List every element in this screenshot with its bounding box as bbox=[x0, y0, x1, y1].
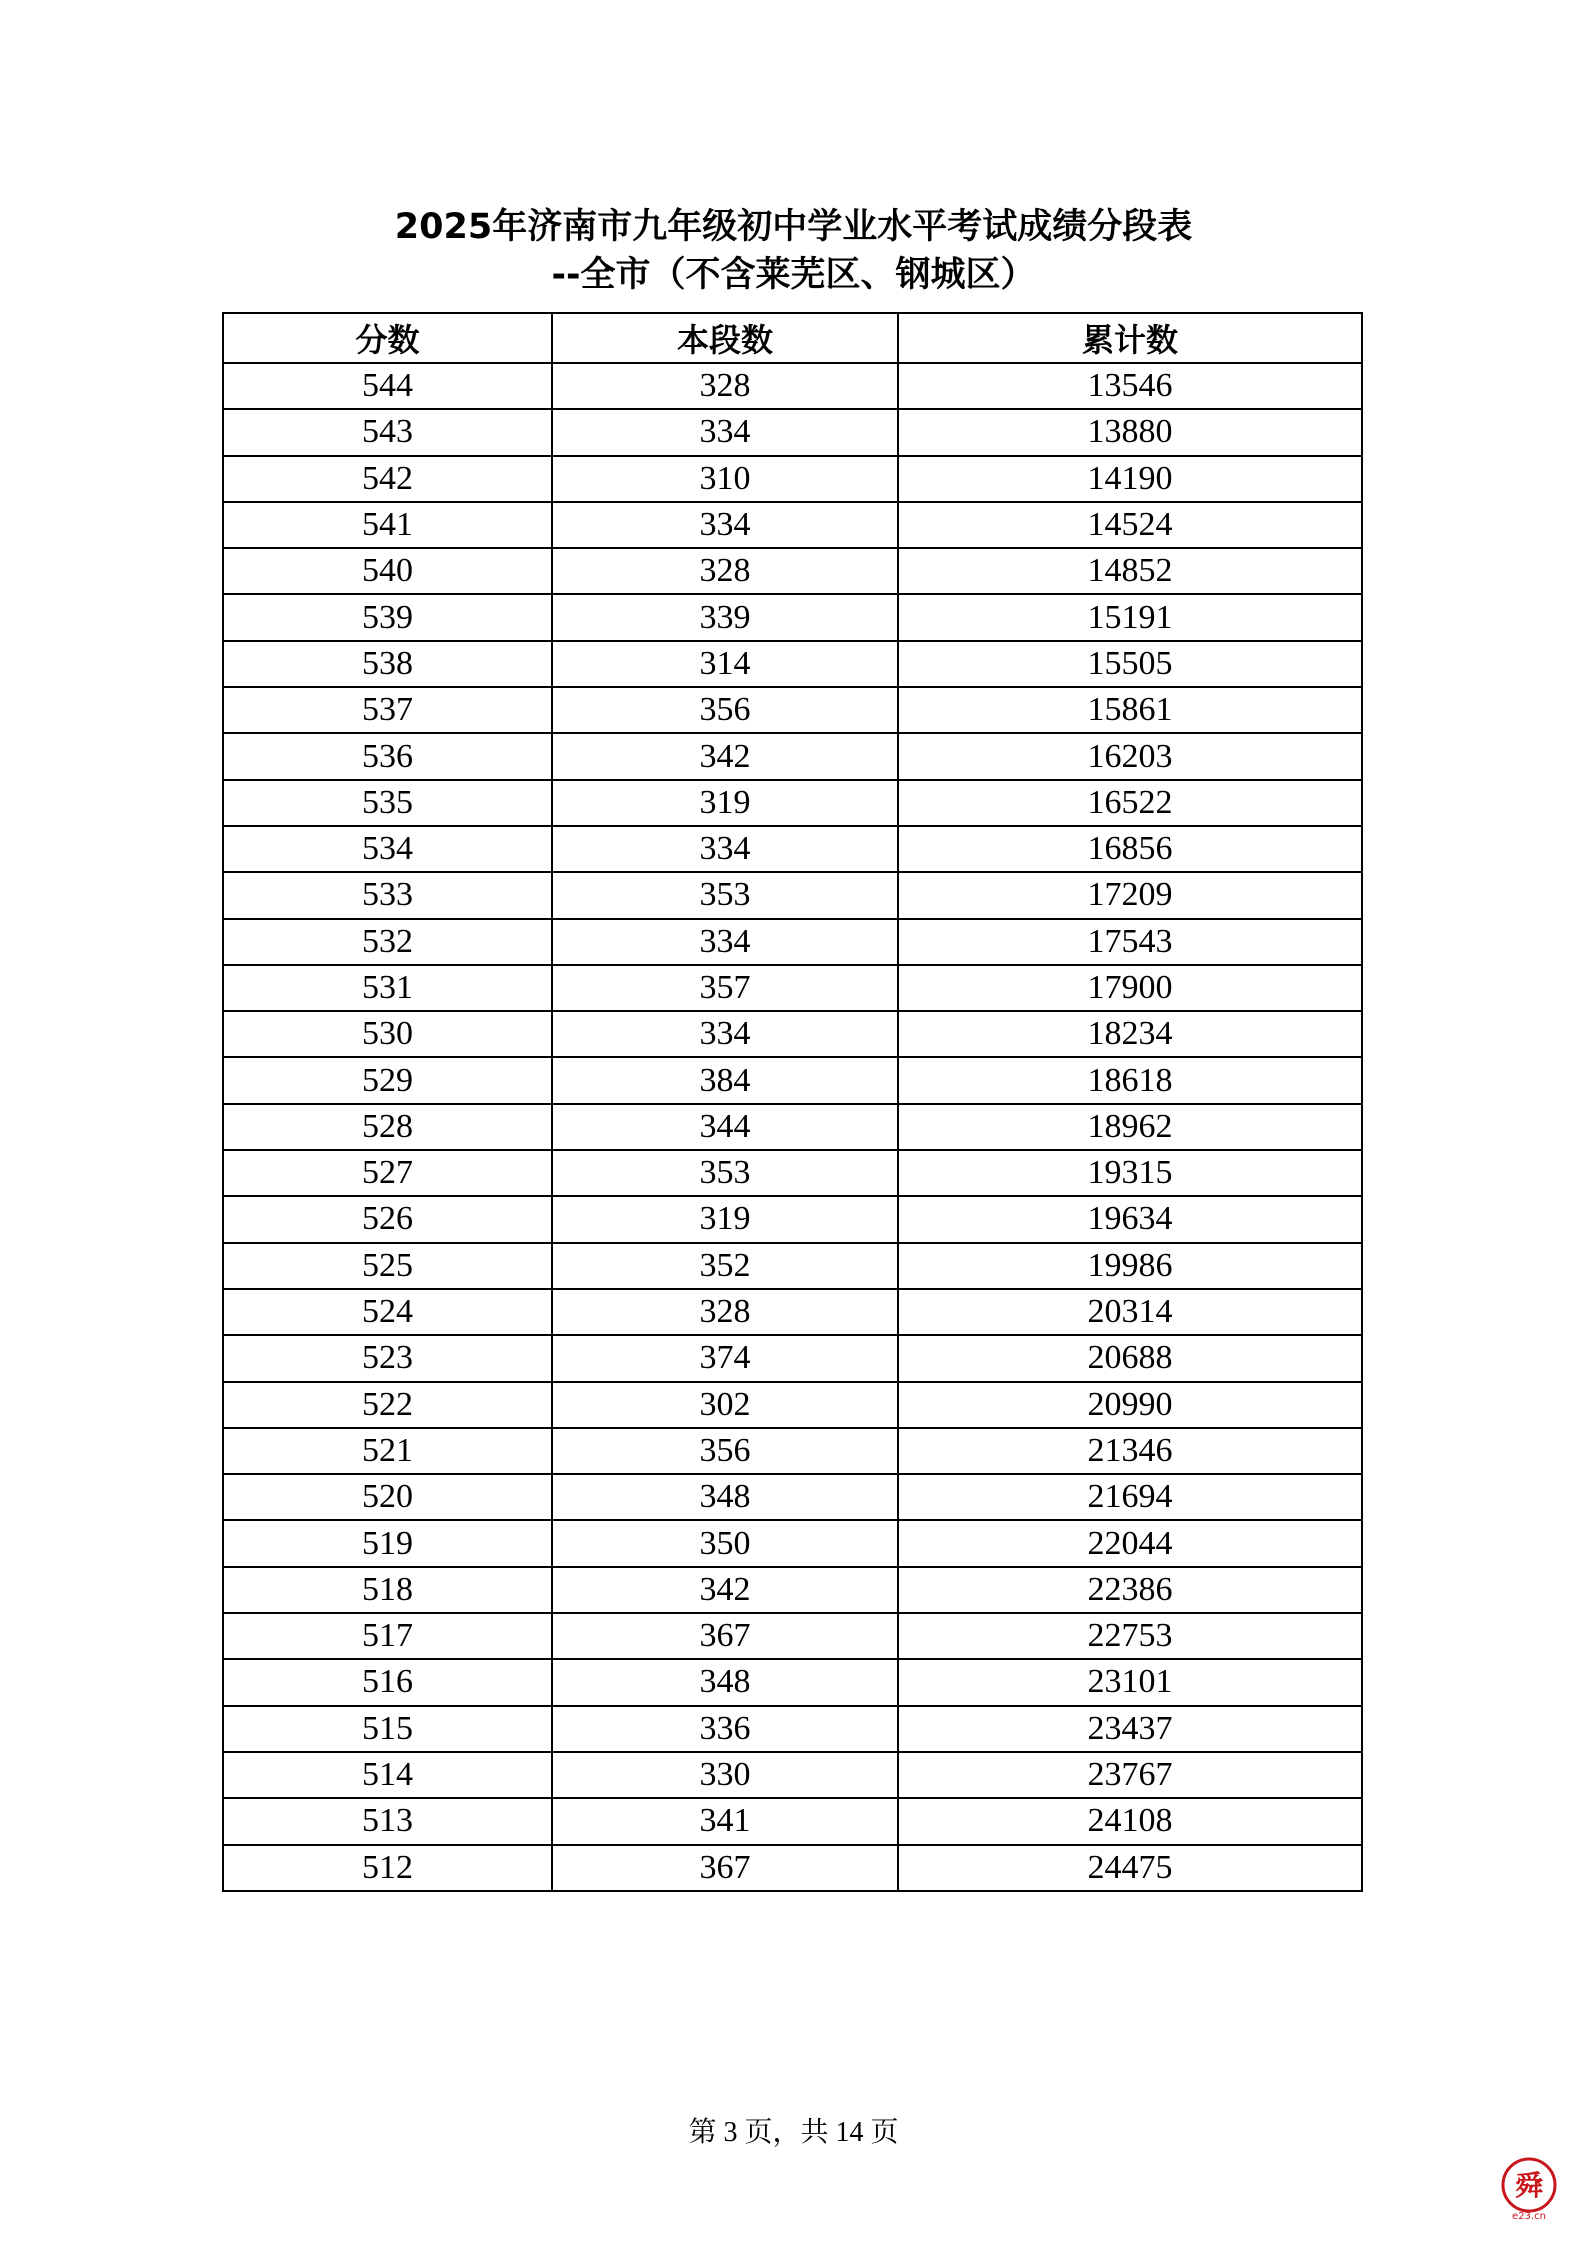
cell-segment-count: 353 bbox=[552, 872, 898, 918]
cell-score: 525 bbox=[223, 1243, 552, 1289]
table-row bbox=[223, 780, 1362, 826]
cell-score: 518 bbox=[223, 1567, 552, 1613]
table-row bbox=[223, 1613, 1362, 1659]
logo-subtext: e23.cn bbox=[1512, 2211, 1546, 2221]
cell-segment-count: 348 bbox=[552, 1659, 898, 1705]
cell-segment-count: 342 bbox=[552, 1567, 898, 1613]
table-row bbox=[223, 919, 1362, 965]
cell-score: 534 bbox=[223, 826, 552, 872]
cell-score: 512 bbox=[223, 1845, 552, 1891]
cell-segment-count: 348 bbox=[552, 1474, 898, 1520]
cell-score: 529 bbox=[223, 1057, 552, 1103]
cell-cumulative-count: 23101 bbox=[898, 1659, 1362, 1705]
cell-score: 544 bbox=[223, 363, 552, 409]
table-row bbox=[223, 1567, 1362, 1613]
table-row bbox=[223, 502, 1362, 548]
cell-cumulative-count: 22044 bbox=[898, 1520, 1362, 1566]
cell-segment-count: 342 bbox=[552, 733, 898, 779]
cell-segment-count: 356 bbox=[552, 687, 898, 733]
cell-score: 536 bbox=[223, 733, 552, 779]
cell-segment-count: 334 bbox=[552, 1011, 898, 1057]
cell-cumulative-count: 20314 bbox=[898, 1289, 1362, 1335]
cell-score: 520 bbox=[223, 1474, 552, 1520]
cell-score: 539 bbox=[223, 594, 552, 640]
cell-cumulative-count: 19315 bbox=[898, 1150, 1362, 1196]
header-cumulative-count: 累计数 bbox=[898, 313, 1362, 363]
cell-segment-count: 310 bbox=[552, 456, 898, 502]
table-row bbox=[223, 409, 1362, 455]
cell-score: 521 bbox=[223, 1428, 552, 1474]
cell-score: 533 bbox=[223, 872, 552, 918]
cell-cumulative-count: 23767 bbox=[898, 1752, 1362, 1798]
cell-score: 514 bbox=[223, 1752, 552, 1798]
cell-score: 538 bbox=[223, 641, 552, 687]
cell-score: 526 bbox=[223, 1196, 552, 1242]
cell-cumulative-count: 13546 bbox=[898, 363, 1362, 409]
cell-score: 523 bbox=[223, 1335, 552, 1381]
cell-cumulative-count: 16203 bbox=[898, 733, 1362, 779]
cell-segment-count: 328 bbox=[552, 363, 898, 409]
cell-score: 543 bbox=[223, 409, 552, 455]
table-row bbox=[223, 1798, 1362, 1844]
cell-score: 528 bbox=[223, 1104, 552, 1150]
table-row bbox=[223, 641, 1362, 687]
cell-cumulative-count: 19634 bbox=[898, 1196, 1362, 1242]
cell-segment-count: 367 bbox=[552, 1613, 898, 1659]
cell-segment-count: 344 bbox=[552, 1104, 898, 1150]
cell-segment-count: 336 bbox=[552, 1706, 898, 1752]
cell-score: 515 bbox=[223, 1706, 552, 1752]
table-row bbox=[223, 1474, 1362, 1520]
table-row bbox=[223, 1057, 1362, 1103]
table-row bbox=[223, 363, 1362, 409]
table-row bbox=[223, 1845, 1362, 1891]
cell-cumulative-count: 24475 bbox=[898, 1845, 1362, 1891]
cell-cumulative-count: 13880 bbox=[898, 409, 1362, 455]
cell-cumulative-count: 15505 bbox=[898, 641, 1362, 687]
table-row bbox=[223, 1382, 1362, 1428]
table-row bbox=[223, 826, 1362, 872]
table-row bbox=[223, 1335, 1362, 1381]
cell-segment-count: 384 bbox=[552, 1057, 898, 1103]
header-segment-count: 本段数 bbox=[552, 313, 898, 363]
cell-segment-count: 328 bbox=[552, 548, 898, 594]
cell-score: 535 bbox=[223, 780, 552, 826]
cell-cumulative-count: 17900 bbox=[898, 965, 1362, 1011]
cell-segment-count: 302 bbox=[552, 1382, 898, 1428]
cell-cumulative-count: 18618 bbox=[898, 1057, 1362, 1103]
cell-segment-count: 356 bbox=[552, 1428, 898, 1474]
cell-cumulative-count: 16856 bbox=[898, 826, 1362, 872]
table-row bbox=[223, 687, 1362, 733]
cell-segment-count: 334 bbox=[552, 409, 898, 455]
logo-glyph: 舜 bbox=[1514, 2169, 1544, 2202]
cell-segment-count: 319 bbox=[552, 1196, 898, 1242]
cell-score: 540 bbox=[223, 548, 552, 594]
cell-cumulative-count: 14524 bbox=[898, 502, 1362, 548]
table-row bbox=[223, 1243, 1362, 1289]
table-header-row bbox=[223, 313, 1362, 363]
cell-segment-count: 334 bbox=[552, 502, 898, 548]
cell-segment-count: 334 bbox=[552, 826, 898, 872]
cell-score: 531 bbox=[223, 965, 552, 1011]
cell-segment-count: 328 bbox=[552, 1289, 898, 1335]
page-subtitle: --全市（不含莱芜区、钢城区） bbox=[551, 255, 1036, 295]
cell-cumulative-count: 21346 bbox=[898, 1428, 1362, 1474]
cell-segment-count: 357 bbox=[552, 965, 898, 1011]
cell-score: 513 bbox=[223, 1798, 552, 1844]
page-title: 2025年济南市九年级初中学业水平考试成绩分段表 bbox=[394, 207, 1193, 247]
cell-score: 541 bbox=[223, 502, 552, 548]
table-row bbox=[223, 1752, 1362, 1798]
table-row bbox=[223, 1289, 1362, 1335]
cell-cumulative-count: 15191 bbox=[898, 594, 1362, 640]
cell-segment-count: 353 bbox=[552, 1150, 898, 1196]
cell-score: 537 bbox=[223, 687, 552, 733]
table-row bbox=[223, 872, 1362, 918]
cell-score: 517 bbox=[223, 1613, 552, 1659]
table-row bbox=[223, 594, 1362, 640]
table-row bbox=[223, 1520, 1362, 1566]
cell-cumulative-count: 20688 bbox=[898, 1335, 1362, 1381]
cell-cumulative-count: 19986 bbox=[898, 1243, 1362, 1289]
table-row bbox=[223, 1104, 1362, 1150]
table-row bbox=[223, 1150, 1362, 1196]
table-row bbox=[223, 1011, 1362, 1057]
cell-cumulative-count: 18234 bbox=[898, 1011, 1362, 1057]
cell-segment-count: 319 bbox=[552, 780, 898, 826]
table-body bbox=[223, 363, 1362, 1891]
cell-score: 532 bbox=[223, 919, 552, 965]
cell-score: 516 bbox=[223, 1659, 552, 1705]
cell-segment-count: 374 bbox=[552, 1335, 898, 1381]
cell-cumulative-count: 24108 bbox=[898, 1798, 1362, 1844]
cell-segment-count: 367 bbox=[552, 1845, 898, 1891]
table-row bbox=[223, 548, 1362, 594]
cell-score: 519 bbox=[223, 1520, 552, 1566]
cell-segment-count: 352 bbox=[552, 1243, 898, 1289]
cell-segment-count: 314 bbox=[552, 641, 898, 687]
cell-score: 522 bbox=[223, 1382, 552, 1428]
cell-cumulative-count: 14190 bbox=[898, 456, 1362, 502]
page-footer: 第 3 页，共 14 页 bbox=[688, 2117, 899, 2148]
cell-cumulative-count: 21694 bbox=[898, 1474, 1362, 1520]
cell-cumulative-count: 22753 bbox=[898, 1613, 1362, 1659]
table-row bbox=[223, 1428, 1362, 1474]
cell-score: 530 bbox=[223, 1011, 552, 1057]
cell-cumulative-count: 16522 bbox=[898, 780, 1362, 826]
cell-cumulative-count: 23437 bbox=[898, 1706, 1362, 1752]
cell-score: 527 bbox=[223, 1150, 552, 1196]
cell-cumulative-count: 22386 bbox=[898, 1567, 1362, 1613]
cell-cumulative-count: 14852 bbox=[898, 548, 1362, 594]
cell-cumulative-count: 17209 bbox=[898, 872, 1362, 918]
cell-score: 542 bbox=[223, 456, 552, 502]
table-row bbox=[223, 1196, 1362, 1242]
table-row bbox=[223, 1659, 1362, 1705]
cell-segment-count: 341 bbox=[552, 1798, 898, 1844]
cell-cumulative-count: 17543 bbox=[898, 919, 1362, 965]
cell-cumulative-count: 20990 bbox=[898, 1382, 1362, 1428]
cell-segment-count: 350 bbox=[552, 1520, 898, 1566]
table-row bbox=[223, 456, 1362, 502]
header-score: 分数 bbox=[223, 313, 552, 363]
table-row bbox=[223, 1706, 1362, 1752]
table-row bbox=[223, 733, 1362, 779]
site-logo-watermark bbox=[1496, 2155, 1562, 2221]
cell-segment-count: 330 bbox=[552, 1752, 898, 1798]
cell-segment-count: 339 bbox=[552, 594, 898, 640]
cell-cumulative-count: 18962 bbox=[898, 1104, 1362, 1150]
cell-cumulative-count: 15861 bbox=[898, 687, 1362, 733]
cell-segment-count: 334 bbox=[552, 919, 898, 965]
score-distribution-table bbox=[222, 312, 1363, 1892]
cell-score: 524 bbox=[223, 1289, 552, 1335]
table-row bbox=[223, 965, 1362, 1011]
